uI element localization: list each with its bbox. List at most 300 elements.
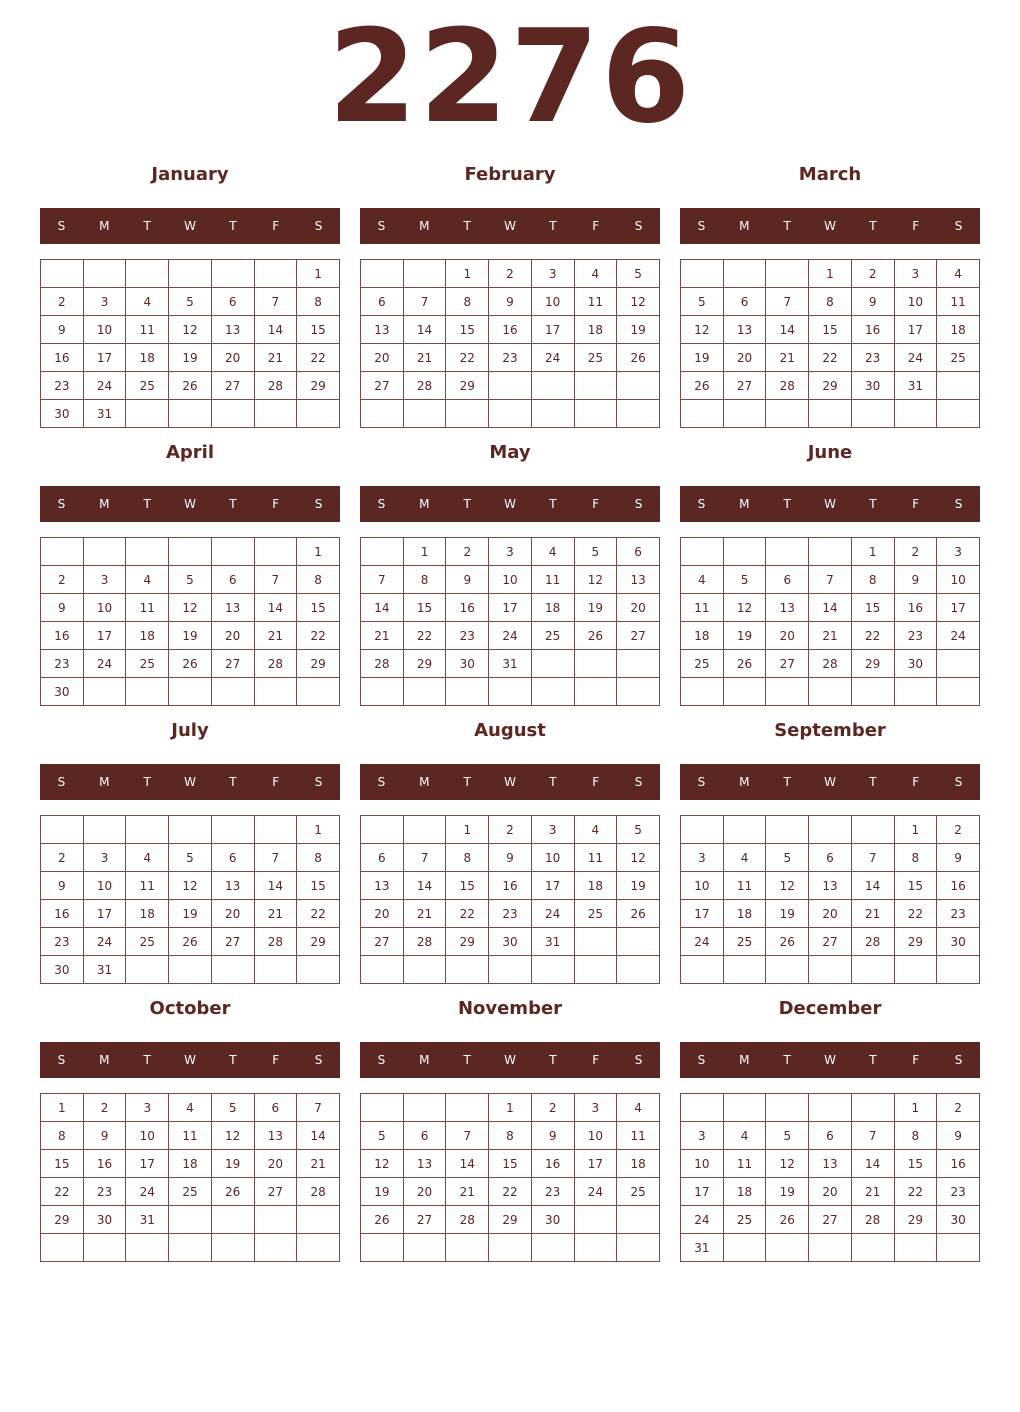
day-cell: 18: [126, 900, 169, 928]
day-cell: 18: [126, 344, 169, 372]
day-cell: 14: [403, 316, 446, 344]
day-cell: 2: [894, 538, 937, 566]
weekday-label: M: [739, 1053, 750, 1067]
day-cell: 9: [41, 316, 84, 344]
day-cell: 21: [851, 1178, 894, 1206]
day-cell: 10: [681, 872, 724, 900]
weekday-header: [680, 1042, 980, 1078]
day-cell: [766, 260, 809, 288]
weekday-label: W: [504, 1053, 516, 1067]
day-cell: 14: [446, 1150, 489, 1178]
day-cell: 14: [254, 316, 297, 344]
day-cell: 2: [937, 1094, 980, 1122]
day-cell: 7: [297, 1094, 340, 1122]
weekday-label: T: [143, 1053, 151, 1067]
day-cell: [851, 1094, 894, 1122]
day-cell: 15: [894, 872, 937, 900]
day-cell: 13: [361, 872, 404, 900]
weekday-header: [40, 486, 340, 522]
weekday-label: S: [57, 1053, 66, 1067]
day-cell: 9: [41, 594, 84, 622]
day-cell: 5: [617, 816, 660, 844]
weekday-label: M: [99, 497, 110, 511]
month-name: August: [474, 720, 546, 741]
day-cell: 27: [211, 928, 254, 956]
month-name: March: [798, 164, 862, 185]
day-cell: 4: [617, 1094, 660, 1122]
day-cell: [211, 400, 254, 428]
day-cell: 17: [83, 344, 126, 372]
day-cell: 10: [531, 288, 574, 316]
week-row: [681, 372, 980, 400]
day-cell: 3: [894, 260, 937, 288]
day-cell: 27: [211, 650, 254, 678]
day-cell: 30: [41, 956, 84, 984]
week-row: [41, 1094, 340, 1122]
day-cell: 29: [894, 928, 937, 956]
weekday-label: F: [912, 1053, 920, 1067]
day-cell: 5: [723, 566, 766, 594]
day-cell: 30: [446, 650, 489, 678]
day-cell: 20: [617, 594, 660, 622]
day-cell: 30: [41, 400, 84, 428]
day-cell: 19: [211, 1150, 254, 1178]
day-cell: 14: [254, 594, 297, 622]
day-cell: 24: [83, 928, 126, 956]
day-cell: 11: [723, 872, 766, 900]
day-cell: 22: [446, 344, 489, 372]
day-cell: 11: [126, 594, 169, 622]
day-cell: [254, 400, 297, 428]
day-cell: [361, 260, 404, 288]
day-cell: 10: [83, 316, 126, 344]
day-cell: [126, 1234, 169, 1262]
day-cell: 5: [617, 260, 660, 288]
day-cell: 9: [937, 1122, 980, 1150]
day-cell: 6: [766, 566, 809, 594]
day-cell: 11: [574, 844, 617, 872]
day-cell: 17: [574, 1150, 617, 1178]
day-cell: [574, 928, 617, 956]
day-cell: 26: [681, 372, 724, 400]
day-cell: 10: [574, 1122, 617, 1150]
day-cell: 17: [681, 1178, 724, 1206]
day-cell: 14: [361, 594, 404, 622]
day-cell: 3: [489, 538, 532, 566]
day-cell: 21: [403, 900, 446, 928]
week-row: [361, 622, 660, 650]
day-cell: 3: [531, 260, 574, 288]
weekday-label: W: [184, 497, 196, 511]
day-cell: 23: [894, 622, 937, 650]
day-cell: 5: [211, 1094, 254, 1122]
day-cell: [211, 260, 254, 288]
weekday-label: M: [419, 775, 430, 789]
weekday-label: T: [229, 1053, 237, 1067]
day-cell: 13: [617, 566, 660, 594]
day-cell: 19: [361, 1178, 404, 1206]
week-row: [681, 1122, 980, 1150]
day-cell: 19: [169, 622, 212, 650]
weekday-label: F: [272, 497, 280, 511]
day-cell: 15: [297, 872, 340, 900]
day-cell: 1: [41, 1094, 84, 1122]
day-cell: 15: [297, 316, 340, 344]
weekday-label: W: [824, 1053, 836, 1067]
day-cell: 1: [297, 816, 340, 844]
day-cell: 16: [937, 1150, 980, 1178]
day-cell: 13: [809, 872, 852, 900]
day-cell: 12: [574, 566, 617, 594]
day-cell: [937, 1234, 980, 1262]
day-cell: 6: [723, 288, 766, 316]
day-cell: 28: [361, 650, 404, 678]
weekday-label: T: [549, 775, 557, 789]
day-cell: [403, 678, 446, 706]
day-cell: 31: [126, 1206, 169, 1234]
day-cell: [937, 372, 980, 400]
weekday-label: T: [783, 775, 791, 789]
day-cell: [851, 1234, 894, 1262]
day-cell: 4: [723, 844, 766, 872]
day-cell: 18: [617, 1150, 660, 1178]
weekday-label: S: [634, 497, 643, 511]
day-cell: 29: [489, 1206, 532, 1234]
day-cell: [489, 400, 532, 428]
weekday-label: F: [912, 497, 920, 511]
day-cell: 7: [446, 1122, 489, 1150]
day-cell: 1: [809, 260, 852, 288]
day-cell: 27: [809, 1206, 852, 1234]
weekday-label: S: [377, 1053, 386, 1067]
day-cell: 16: [851, 316, 894, 344]
day-cell: 26: [211, 1178, 254, 1206]
day-cell: 13: [211, 316, 254, 344]
day-cell: 23: [489, 900, 532, 928]
day-cell: 8: [851, 566, 894, 594]
week-row: [681, 844, 980, 872]
day-cell: 31: [489, 650, 532, 678]
day-cell: 24: [531, 344, 574, 372]
weekday-label: S: [954, 497, 963, 511]
week-row: [361, 1122, 660, 1150]
day-cell: 6: [211, 288, 254, 316]
year-title: 2276: [327, 3, 693, 152]
weekday-label: S: [57, 775, 66, 789]
day-cell: 11: [681, 594, 724, 622]
weekday-label: S: [314, 219, 323, 233]
weekday-label: F: [912, 775, 920, 789]
day-cell: [169, 956, 212, 984]
day-cell: 24: [574, 1178, 617, 1206]
day-cell: 22: [894, 1178, 937, 1206]
day-cell: 4: [126, 844, 169, 872]
day-cell: [361, 1094, 404, 1122]
weekday-label: F: [272, 219, 280, 233]
day-cell: 31: [681, 1234, 724, 1262]
day-cell: 12: [211, 1122, 254, 1150]
weekday-label: S: [954, 775, 963, 789]
day-cell: [169, 538, 212, 566]
day-cell: [489, 372, 532, 400]
day-cell: 2: [851, 260, 894, 288]
day-cell: 2: [41, 566, 84, 594]
day-cell: 28: [766, 372, 809, 400]
weekday-label: S: [377, 497, 386, 511]
weekday-label: T: [549, 497, 557, 511]
weekday-label: F: [272, 775, 280, 789]
weekday-label: F: [592, 497, 600, 511]
day-cell: 5: [766, 844, 809, 872]
weekday-label: M: [99, 1053, 110, 1067]
weekday-label: T: [143, 219, 151, 233]
day-cell: 28: [809, 650, 852, 678]
day-cell: 24: [489, 622, 532, 650]
day-cell: 26: [169, 650, 212, 678]
week-row: [361, 260, 660, 288]
week-row: [41, 844, 340, 872]
weekday-label: F: [272, 1053, 280, 1067]
day-cell: 7: [403, 288, 446, 316]
week-row: [41, 566, 340, 594]
day-cell: 13: [766, 594, 809, 622]
day-grid: [360, 815, 660, 984]
day-grid: [680, 537, 980, 706]
day-cell: [723, 816, 766, 844]
day-cell: 16: [41, 900, 84, 928]
day-cell: 6: [361, 844, 404, 872]
day-cell: 23: [937, 1178, 980, 1206]
day-cell: 28: [403, 372, 446, 400]
week-row: [681, 1150, 980, 1178]
day-cell: [403, 1234, 446, 1262]
day-grid: [680, 259, 980, 428]
day-cell: 24: [681, 1206, 724, 1234]
weekday-label: M: [419, 497, 430, 511]
day-cell: 17: [531, 316, 574, 344]
day-cell: 2: [41, 288, 84, 316]
day-cell: 1: [446, 260, 489, 288]
week-row: [41, 622, 340, 650]
day-cell: 8: [894, 844, 937, 872]
day-cell: [83, 816, 126, 844]
day-cell: [446, 956, 489, 984]
day-cell: 12: [169, 316, 212, 344]
day-cell: [41, 1234, 84, 1262]
week-row: [681, 344, 980, 372]
day-cell: [617, 1234, 660, 1262]
day-cell: 23: [41, 372, 84, 400]
week-row: [681, 900, 980, 928]
day-cell: 8: [403, 566, 446, 594]
day-cell: 21: [361, 622, 404, 650]
day-cell: 16: [83, 1150, 126, 1178]
day-cell: 28: [851, 928, 894, 956]
day-cell: [211, 538, 254, 566]
weekday-label: S: [634, 219, 643, 233]
week-row: [681, 678, 980, 706]
day-cell: [254, 816, 297, 844]
day-cell: 3: [83, 288, 126, 316]
day-cell: 31: [531, 928, 574, 956]
day-cell: 14: [766, 316, 809, 344]
week-row: [41, 650, 340, 678]
day-grid: [40, 537, 340, 706]
day-cell: 25: [937, 344, 980, 372]
day-cell: [574, 678, 617, 706]
day-cell: 31: [83, 400, 126, 428]
week-row: [681, 816, 980, 844]
weekday-label: T: [463, 775, 471, 789]
week-row: [681, 1234, 980, 1262]
day-cell: 18: [723, 1178, 766, 1206]
day-cell: 10: [126, 1122, 169, 1150]
weekday-label: M: [99, 219, 110, 233]
day-cell: 23: [489, 344, 532, 372]
day-cell: 21: [766, 344, 809, 372]
day-cell: 15: [403, 594, 446, 622]
day-cell: [851, 816, 894, 844]
day-cell: 20: [403, 1178, 446, 1206]
day-cell: 7: [851, 1122, 894, 1150]
week-row: [361, 538, 660, 566]
day-cell: [41, 260, 84, 288]
day-cell: 8: [809, 288, 852, 316]
day-cell: [681, 400, 724, 428]
month-name: April: [165, 442, 215, 463]
weekday-label: T: [549, 1053, 557, 1067]
day-cell: 3: [681, 844, 724, 872]
day-cell: 26: [169, 372, 212, 400]
day-cell: [766, 816, 809, 844]
month-name: July: [171, 720, 209, 741]
day-cell: [723, 956, 766, 984]
day-cell: [617, 928, 660, 956]
day-cell: 17: [489, 594, 532, 622]
day-cell: [211, 678, 254, 706]
day-cell: 6: [211, 566, 254, 594]
day-cell: 9: [489, 844, 532, 872]
day-cell: 4: [574, 816, 617, 844]
day-cell: 27: [809, 928, 852, 956]
day-cell: 18: [723, 900, 766, 928]
day-cell: 25: [617, 1178, 660, 1206]
day-cell: 6: [254, 1094, 297, 1122]
weekday-header: [360, 764, 660, 800]
day-cell: [361, 400, 404, 428]
day-cell: 7: [254, 288, 297, 316]
day-cell: 20: [361, 344, 404, 372]
weekday-label: T: [869, 219, 877, 233]
week-row: [681, 288, 980, 316]
day-cell: [809, 538, 852, 566]
day-cell: 19: [766, 1178, 809, 1206]
day-cell: [617, 650, 660, 678]
week-row: [681, 622, 980, 650]
day-cell: [126, 956, 169, 984]
day-cell: [809, 400, 852, 428]
day-cell: 25: [126, 372, 169, 400]
day-cell: [211, 816, 254, 844]
day-grid: [40, 259, 340, 428]
day-cell: [254, 1234, 297, 1262]
day-cell: 26: [169, 928, 212, 956]
day-cell: [574, 956, 617, 984]
week-row: [681, 400, 980, 428]
week-row: [41, 1206, 340, 1234]
weekday-label: S: [57, 497, 66, 511]
day-cell: 1: [894, 1094, 937, 1122]
day-cell: 20: [211, 900, 254, 928]
day-cell: 13: [723, 316, 766, 344]
weekday-label: T: [869, 497, 877, 511]
weekday-label: M: [99, 775, 110, 789]
day-cell: 21: [254, 900, 297, 928]
day-cell: 29: [297, 928, 340, 956]
day-cell: 2: [937, 816, 980, 844]
day-cell: [403, 400, 446, 428]
day-grid: [40, 1093, 340, 1262]
week-row: [681, 566, 980, 594]
day-cell: [83, 678, 126, 706]
day-cell: 22: [403, 622, 446, 650]
day-cell: 16: [41, 344, 84, 372]
week-row: [681, 956, 980, 984]
day-cell: 8: [297, 288, 340, 316]
weekday-label: F: [592, 775, 600, 789]
day-cell: 22: [894, 900, 937, 928]
day-cell: [211, 1234, 254, 1262]
day-cell: 8: [297, 566, 340, 594]
day-cell: 22: [297, 622, 340, 650]
day-cell: 27: [361, 928, 404, 956]
day-cell: [489, 678, 532, 706]
day-cell: 30: [531, 1206, 574, 1234]
day-cell: 21: [403, 344, 446, 372]
day-cell: [937, 650, 980, 678]
day-cell: [809, 1094, 852, 1122]
day-cell: [681, 538, 724, 566]
week-row: [41, 816, 340, 844]
weekday-label: T: [783, 219, 791, 233]
day-cell: 18: [531, 594, 574, 622]
day-cell: 30: [83, 1206, 126, 1234]
day-cell: [361, 538, 404, 566]
day-cell: 4: [574, 260, 617, 288]
day-cell: [446, 1094, 489, 1122]
weekday-label: T: [869, 775, 877, 789]
day-cell: 24: [531, 900, 574, 928]
weekday-label: W: [824, 775, 836, 789]
day-cell: 22: [489, 1178, 532, 1206]
day-cell: [403, 956, 446, 984]
day-cell: [169, 1206, 212, 1234]
week-row: [681, 872, 980, 900]
weekday-label: T: [463, 497, 471, 511]
day-cell: 18: [126, 622, 169, 650]
day-cell: 17: [681, 900, 724, 928]
weekday-label: M: [739, 775, 750, 789]
day-cell: [446, 1234, 489, 1262]
day-cell: [681, 1094, 724, 1122]
day-cell: 9: [937, 844, 980, 872]
week-row: [361, 900, 660, 928]
day-cell: [126, 400, 169, 428]
day-cell: 11: [531, 566, 574, 594]
day-cell: 5: [169, 844, 212, 872]
day-cell: 26: [766, 928, 809, 956]
day-cell: [894, 1234, 937, 1262]
